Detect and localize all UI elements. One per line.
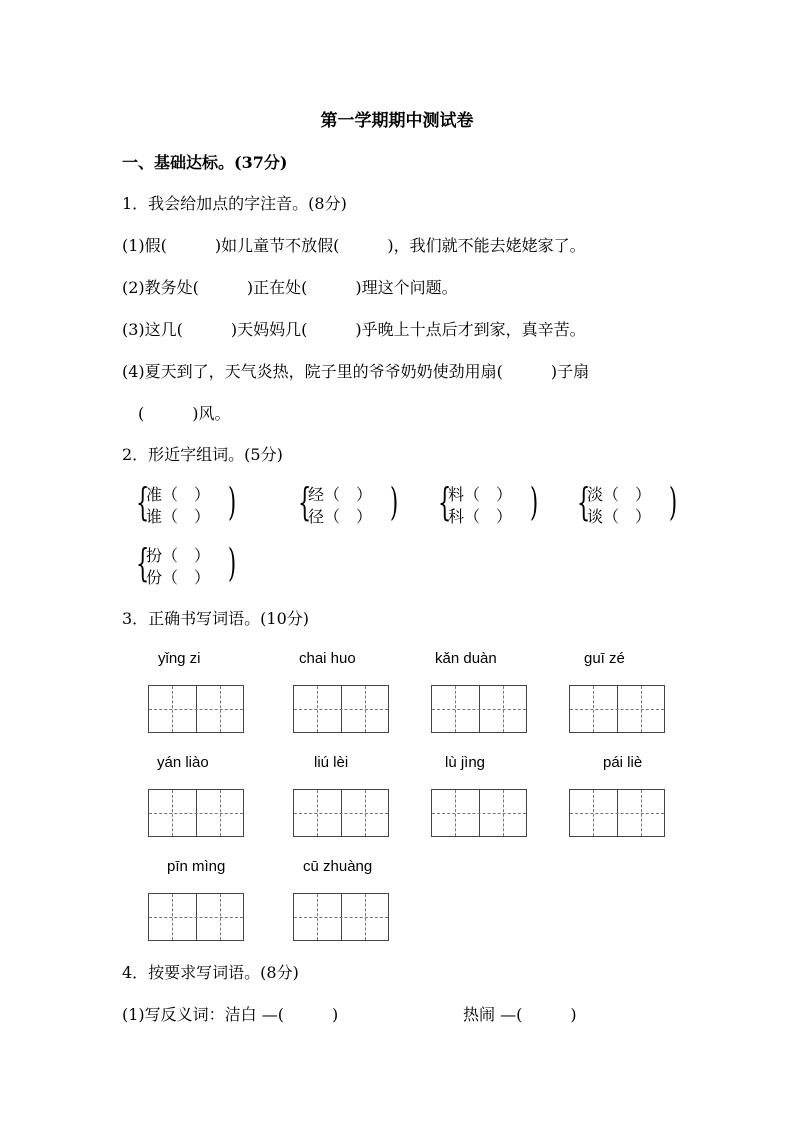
- writing-grid[interactable]: [293, 789, 389, 837]
- page-title: 第一学期期中测试卷: [320, 111, 474, 131]
- writing-grid[interactable]: [148, 789, 244, 837]
- q1-line-4: (4)夏天到了，天气炎热，院子里的爷爷奶奶使劲用扇( )子扇: [122, 362, 590, 381]
- writing-grid[interactable]: [293, 685, 389, 733]
- question-3-heading: 3．正确书写词语。(10分): [122, 609, 310, 628]
- question-1-heading: 1．我会给加点的字注音。(8分): [122, 194, 347, 213]
- pinyin-label: guī zé: [584, 650, 625, 667]
- left-brace-icon: {: [298, 480, 312, 524]
- writing-grid[interactable]: [569, 789, 665, 837]
- char-pair-bottom: 径（ ）: [308, 507, 373, 526]
- char-pair-top: 淡（ ）: [587, 485, 652, 504]
- writing-grid[interactable]: [293, 893, 389, 941]
- right-paren-icon: ): [669, 480, 678, 524]
- right-paren-icon: ): [530, 480, 539, 524]
- question-4-heading: 4．按要求写词语。(8分): [122, 963, 299, 982]
- writing-grid[interactable]: [148, 893, 244, 941]
- question-2-heading: 2．形近字组词。(5分): [122, 445, 283, 464]
- char-pair-top: 扮（ ）: [146, 546, 211, 565]
- char-pair-top: 料（ ）: [448, 485, 513, 504]
- char-pair-bottom: 份（ ）: [146, 568, 211, 587]
- section-heading: 一、基础达标。(37分): [122, 153, 288, 172]
- q1-line-1: (1)假( )如儿童节不放假( )，我们就不能去姥姥家了。: [122, 236, 586, 255]
- writing-grid[interactable]: [431, 685, 527, 733]
- right-paren-icon: ): [228, 541, 237, 585]
- pinyin-label: lù jìng: [445, 754, 486, 771]
- pinyin-label: yǐng zi: [158, 650, 201, 667]
- left-brace-icon: {: [438, 480, 452, 524]
- pinyin-label: pīn mìng: [167, 858, 226, 875]
- pinyin-label: cū zhuàng: [303, 858, 373, 875]
- char-pair-top: 准（ ）: [146, 485, 211, 504]
- pinyin-label: pái liè: [603, 754, 643, 771]
- q1-line-5: ( )风。: [138, 404, 231, 423]
- left-brace-icon: {: [136, 541, 150, 585]
- word-group: [136, 541, 246, 589]
- word-group: [577, 480, 687, 528]
- char-pair-top: 经（ ）: [308, 485, 373, 504]
- q1-line-2: (2)教务处( )正在处( )理这个问题。: [122, 278, 458, 297]
- word-group: [438, 480, 548, 528]
- q4-line-1-left: (1)写反义词：洁白 —( ): [122, 1005, 339, 1024]
- q4-line-1-right: 热闹 —( ): [463, 1005, 577, 1024]
- right-paren-icon: ): [390, 480, 399, 524]
- writing-grid[interactable]: [148, 685, 244, 733]
- char-pair-bottom: 科（ ）: [448, 507, 513, 526]
- q1-line-3: (3)这几( )天妈妈几( )乎晚上十点后才到家，真辛苦。: [122, 320, 586, 339]
- writing-grid[interactable]: [569, 685, 665, 733]
- pinyin-label: chai huo: [299, 650, 356, 667]
- left-brace-icon: {: [577, 480, 591, 524]
- pinyin-label: kǎn duàn: [435, 650, 497, 667]
- word-group: [298, 480, 408, 528]
- char-pair-bottom: 谁（ ）: [146, 507, 211, 526]
- pinyin-label: liú lèi: [314, 754, 349, 771]
- right-paren-icon: ): [228, 480, 237, 524]
- pinyin-label: yán liào: [157, 754, 209, 771]
- word-group: [136, 480, 246, 528]
- char-pair-bottom: 谈（ ）: [587, 507, 652, 526]
- left-brace-icon: {: [136, 480, 150, 524]
- writing-grid[interactable]: [431, 789, 527, 837]
